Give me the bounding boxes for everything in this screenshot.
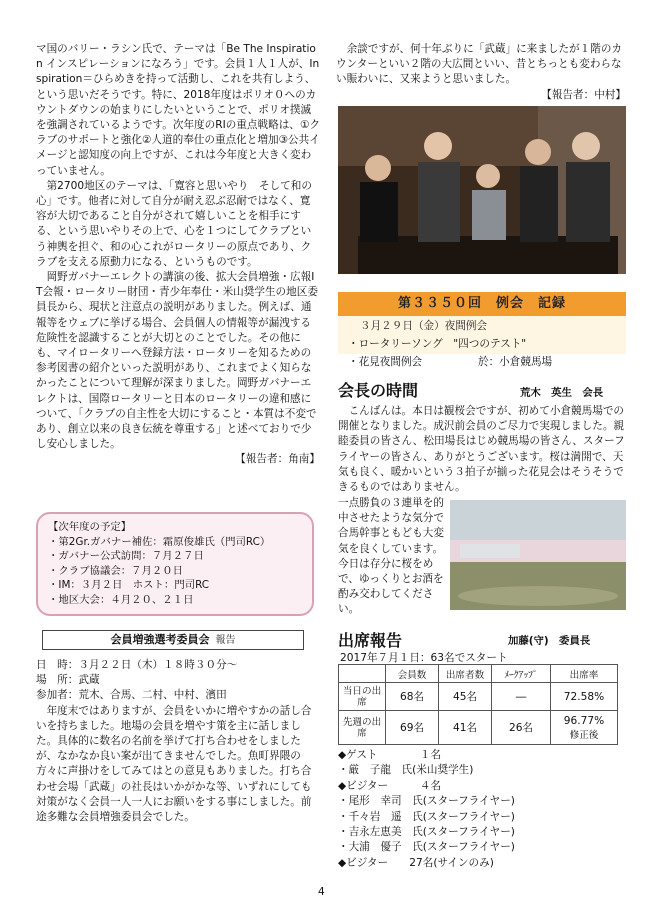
committee-title: 会員増強選考委員会 (110, 633, 210, 646)
cell-rate: 72.58% (551, 683, 618, 711)
schedule-item: ・地区大会：４月２０、２１日 (48, 593, 194, 606)
group-photo (338, 106, 626, 274)
attendance-start-line: 2017年７月１日：63名でスタート (340, 652, 508, 664)
banner-date: ３月２９日（金）夜間例会 (360, 320, 488, 332)
rate-value: 96.77% (563, 714, 605, 727)
row-label: 先週の出席 (339, 711, 386, 745)
cell-members: 68名 (386, 683, 439, 711)
guest-line: ・千々岩 遥 氏(スターフライヤー) (338, 810, 515, 823)
schedule-box (36, 512, 314, 616)
table-header-row (339, 665, 618, 683)
cell-makeup: 26名 (492, 711, 551, 745)
left-paragraph-2: 第2700地区のテーマは、「寛容と思いやり そして和の心」です。他者に対して自分が耐え忍ぶ忍耐ではなく、寛容が大切であること自分がされて嬉しいことを相手にする、という思いやりその上で、心を１つにしてクラブという神輿を担ぐ、和の心これがロータリーの原点であり、クラブを支える原動力になる、というものです。 (36, 179, 312, 268)
right-paragraph: 余談ですが、何十年ぶりに「武蔵」に来ましたが１階のカウンターといい２階の大広間といい、昔とちっとも変わらない賑わいに、又来ようと思いました。 (336, 43, 623, 86)
table-row (339, 711, 618, 745)
table-row (339, 683, 618, 711)
meeting-datetime: 日 時：３月２２日（木）１８時３０分～ (36, 659, 238, 671)
schedule-item: ・第2Gr.ガバナー補佐：霜原俊雄氏（門司RC） (48, 535, 271, 548)
left-paragraph-3: 岡野ガバナーエレクトの講演の後、拡大会員増強・広報IT会報・ロータリー財団・青少年奉仕・米山奨学生の地区委員長から、現状と注意点の説明がありました。例えば、通報等をウェブに挙げる場合、会員個人の情報等が漏洩する危険性を認識することが大切とのことでした。その他にも、マイロータリーへ登録方法・ロータリーを知るための参考図書の紹介といった説明があり、これまでよく知らなかったことについて理解が深まりました。岡野ガバナーエレクトは、国際ロータリーと日本のロータリーの違和感について、「クラブの自主性を大切にすること・本質は不変であり、創立以来の良き伝統を尊重する」と述べておりで少し安心しました。 (36, 271, 318, 451)
guest-list (338, 748, 626, 871)
cell-present: 41名 (439, 711, 492, 745)
right-top-text (336, 42, 626, 103)
table-header: 出席率 (551, 665, 618, 683)
cell-rate (551, 711, 618, 745)
meeting-record-banner: 第３３５０回 例会 記録 (338, 292, 626, 316)
meeting-report (36, 658, 320, 825)
president-paragraph-top: こんばんは。本日は観桜会ですが、初めて小倉競馬場での開催となりました。成沢前会員のご尽力で実現しました。親睦委員の皆さん、松田場長はじめ競馬場の皆さん、スターフライヤーの皆さん、ありがとうございます。桜は満開で、天気も良く、暖かいという３拍子が揃った花見会はそうそうできるものではありません。 (338, 405, 625, 494)
schedule-item: ・IM：３月２日 ホスト：門司RC (48, 579, 210, 592)
cell-present: 45名 (439, 683, 492, 711)
banner-item-place: 於：小倉競馬場 (478, 356, 553, 368)
schedule-item: ・クラブ協議会：７月２０日 (48, 564, 184, 577)
row-label: 当日の出席 (339, 683, 386, 711)
schedule-title: 【次年度の予定】 (48, 521, 132, 533)
guest-line: ◆ビジター 27名(サインのみ) (338, 856, 494, 869)
guest-line: ・厳 子龍 氏(米山奨学生) (338, 764, 474, 777)
meeting-place: 場 所：武蔵 (36, 674, 100, 687)
meeting-record-details (338, 316, 626, 354)
meeting-attendees: 参加者：荒木、合馬、二村、中村、濱田 (36, 689, 227, 702)
left-reporter: 【報告者：角南】 (235, 453, 320, 466)
table-header: ﾒｰｸｱｯﾌﾟ (492, 665, 551, 683)
president-paragraph-left: 一点勝負の３連単を的中させたような気分で合馬幹事ともども大変気を良くしています。今日は存分に桜をめで、ゆっくりとお酒を酌み交わしてください。 (338, 497, 444, 616)
president-name: 荒木 英生 会長 (520, 387, 604, 399)
cell-members: 69名 (386, 711, 439, 745)
page-number: 4 (318, 886, 325, 898)
guest-line: ◆ビジター ４名 (338, 779, 442, 792)
cell-makeup: ― (492, 683, 551, 711)
attendance-section-title: 出席報告 (338, 631, 403, 650)
table-header: 出席者数 (439, 665, 492, 683)
guest-line: ・吉永左恵美 氏(スターフライヤー) (338, 826, 515, 839)
president-section-title: 会長の時間 (338, 381, 419, 400)
guest-line: ◆ゲスト １名 (338, 749, 442, 761)
attendance-officer: 加藤(守) 委員長 (508, 635, 591, 647)
attendance-table (338, 664, 618, 745)
rate-note: 修正後 (569, 729, 599, 741)
guest-line: ・大浦 優子 氏(スターフライヤー) (338, 841, 515, 854)
committee-tag: 報告 (215, 635, 236, 646)
right-reporter: 【報告者：中村】 (541, 88, 626, 101)
banner-item-hanami: ・花見夜間例会 (348, 356, 423, 368)
racecourse-photo (450, 500, 626, 610)
table-header (339, 665, 386, 683)
meeting-body: 年度末ではありますが、会員をいかに増やすかの話し合いを持ちました。地場の会員を増やす策を主に話しました。具体的に数名の名前を挙げて打ち合わせをしましたが、なかなか良い案が出てきませんでした。魚町界隈の方々に声掛けをしてみてはとの意見もありました。打ち合わせ会場「武蔵」の社長はいかがかな等、いずれにしても対策がなく会員一人一人にお願いをする事にしました。前途多難な会員増強委員会でした。 (36, 704, 312, 824)
committee-heading (42, 630, 304, 650)
table-header: 会員数 (386, 665, 439, 683)
left-paragraph-1: マ国のバリー・ラシン氏で、テーマは「Be The Inspiration インスピレーションになろう」です。会員１人１人が、Inspiration＝ひらめきを持って活動し、これを共有しよう、という思いだそうです。特に、2018年度はポリオ０へのカウントダウンの始まりにしたいということで、ポリオ撲滅を強調されているようです。次年度のRIの重点戦略は、①クラブのサポートと強化②人道的奉仕の重点化と増加③公共イメージと認知度の向上ですが、これは今年度と大きく変わっていません。 (36, 43, 320, 177)
schedule-item: ・ガバナー公式訪問：７月２７日 (48, 550, 204, 563)
guest-line: ・尾形 幸司 氏(スターフライヤー) (338, 795, 515, 808)
left-column (36, 42, 320, 468)
banner-item-song: ・ロータリーソング "四つのテスト" (348, 338, 527, 350)
